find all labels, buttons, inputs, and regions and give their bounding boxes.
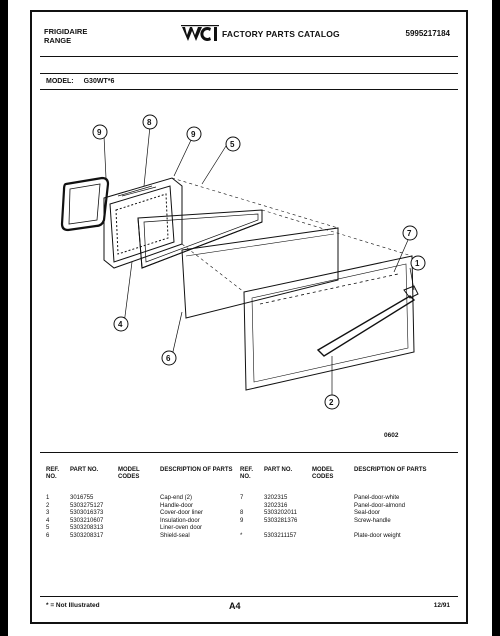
model-label: MODEL: (46, 78, 74, 85)
table-header-row (46, 467, 448, 481)
callout-5 (226, 137, 240, 151)
outer-panel-part (244, 256, 414, 390)
table-row: 2 5303275127 Handle-door 3202316 Panel-door-almond (46, 502, 406, 509)
callout-9 (187, 127, 201, 141)
callout-8 (143, 115, 157, 129)
table-row: 4 5303210607 Insulation-door 9 5303281376 Screw-handle (46, 517, 391, 524)
callout-7 (403, 226, 417, 240)
col-desc-2: DESCRIPTION OF PARTS (354, 467, 427, 473)
svg-text:2: 2 (329, 398, 334, 407)
catalog-title: FACTORY PARTS CATALOG (222, 29, 340, 39)
insulation-part (182, 228, 338, 318)
page-number: A4 (229, 601, 241, 611)
callout-9-top-left (93, 125, 107, 139)
col-ref-2: REF. NO. (240, 467, 254, 480)
table-row: 5 5303208313 Liner-oven door (46, 525, 203, 532)
model-rule-top (40, 73, 458, 74)
catalog-number: 5995217184 (405, 29, 450, 38)
svg-text:7: 7 (407, 229, 412, 238)
model-rule-bottom (40, 89, 458, 90)
svg-text:4: 4 (118, 320, 123, 329)
callout-1 (411, 256, 425, 270)
svg-text:5: 5 (230, 140, 235, 149)
model-line (46, 78, 114, 85)
header-rule (40, 56, 458, 57)
table-rule-top (40, 452, 458, 453)
exploded-door-diagram (32, 92, 466, 432)
svg-text:9: 9 (97, 128, 102, 137)
page-edge-left (0, 0, 8, 636)
cover-door-liner-part (138, 210, 262, 268)
col-part-2: PART NO. (264, 467, 293, 473)
not-illustrated-note: * = Not Illustrated (46, 602, 100, 609)
door-handle-part (318, 296, 414, 356)
svg-text:8: 8 (147, 118, 152, 127)
svg-text:9: 9 (191, 130, 196, 139)
svg-text:6: 6 (166, 354, 171, 363)
page-edge-right (492, 0, 500, 636)
brand-block (44, 27, 87, 45)
table-row: 1 3016755 Cap-end (2) 7 3202315 Panel-door-white (46, 495, 400, 501)
catalog-date: 12/91 (433, 602, 450, 609)
footer-rule (40, 596, 458, 597)
catalog-page (30, 10, 468, 624)
table-row: 3 5303016373 Cover-door liner 8 5303202011 Seal-door (46, 510, 381, 517)
svg-text:1: 1 (415, 259, 420, 268)
col-model-2: MODEL CODES (312, 467, 334, 480)
callout-4 (114, 317, 128, 331)
callout-2 (325, 395, 339, 409)
diagram-code: 0602 (384, 432, 399, 439)
col-model: MODEL CODES (118, 467, 140, 480)
callout-6 (162, 351, 176, 365)
col-ref: REF. NO. (46, 467, 60, 480)
wci-logo (180, 25, 220, 43)
parts-table (46, 467, 448, 541)
col-part: PART NO. (70, 467, 99, 473)
model-number: G30WT*6 (83, 78, 115, 85)
product-type: RANGE (44, 36, 72, 45)
table-row: 6 5303208317 Shield-seal * 5303211157 Plate-door weight (46, 532, 401, 539)
col-desc: DESCRIPTION OF PARTS (160, 467, 233, 473)
brand-name: FRIGIDAIRE (44, 27, 88, 36)
